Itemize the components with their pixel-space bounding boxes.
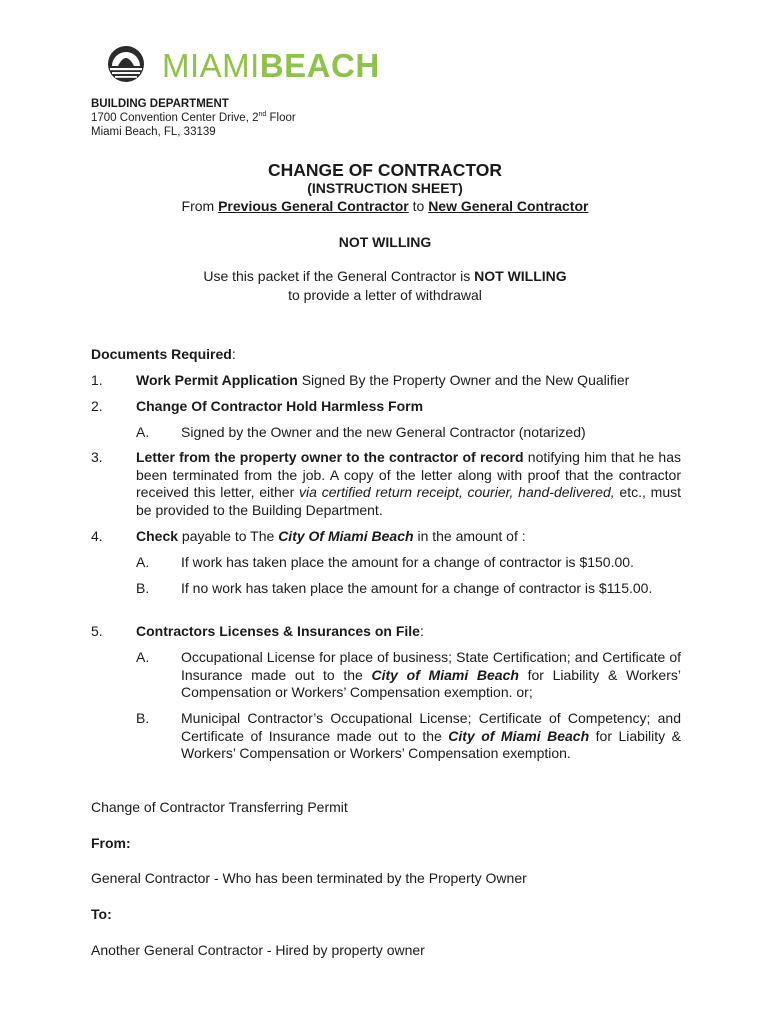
miami-beach-seal-icon <box>106 44 146 84</box>
page-subtitle: (INSTRUCTION SHEET) <box>307 180 463 196</box>
department-name: BUILDING DEPARTMENT <box>91 98 229 110</box>
city-address: Miami Beach, FL, 33139 <box>91 126 216 138</box>
document-page: MIAMIBEACH BUILDING DEPARTMENT 1700 Convention Center Drive, 2nd Floor Miami Beach, FL, 33139 CHANGE OF CONTRACTOR (INSTRUCTION SHEET) From Previous General Contractor to New General Contractor NOT WILLING Use this packet if the General Contractor is NOT WILLING to provide a letter of withdrawal Documents Required: 1. Work Permit Application Signed By the Property Owner and the New Qualifier 2. Change Of Contractor Hold Harmless Form A. Signed by the Owner and the new General Contractor (notarized) 3. Letter from the property owner to the contractor of record notifying him that he has been terminated from the job. A copy of the letter along with proof that the contractor received this letter, either via certified return receipt, courier, hand-delivered, etc., must be provided to the Building Department. 4. Check payable to The City Of Miami Beach in the amount of : A. If work has taken place the amount for a change of contractor is $150.00. B. If no work has taken place the amount for a change of contractor is $115.00. 5. Contractors Licenses & Insurances on File: A. Occupational License for place of business; State Certification; and Certificate of Insurance made out to the City of Miami Beach for Liability & Workers’ Compensation or Workers’ Compensation exemption. or; B. Municipal Contractor’s Occupational License; Certificate of Competency; and Certificate of Insurance made out to the City of Miami Beach for Liability & Workers’ Compensation or Workers’ Compensation exemption. Change of Contractor Transferring Permit From: General Contractor - Who has been terminated by the Property Owner To: Another General Contractor - Hired by property owner <box>0 0 770 1024</box>
from-text: General Contractor - Who has been terminated by the Property Owner <box>91 870 527 886</box>
logo-wordmark: MIAMIBEACH <box>162 47 380 84</box>
usage-line-2: to provide a letter of withdrawal <box>288 287 482 303</box>
page-title: CHANGE OF CONTRACTOR <box>268 160 502 180</box>
documents-heading: Documents Required: <box>91 346 236 362</box>
from-to-line: From Previous General Contractor to New General Contractor <box>181 198 589 214</box>
usage-line-1: Use this packet if the General Contractor is NOT WILLING <box>203 268 567 284</box>
not-willing-heading: NOT WILLING <box>338 234 432 250</box>
to-label: To: <box>91 906 112 922</box>
department-address <box>91 97 296 139</box>
to-text: Another General Contractor - Hired by property owner <box>91 942 425 958</box>
transfer-intro: Change of Contractor Transferring Permit <box>91 799 348 815</box>
from-label: From: <box>91 835 131 851</box>
street-address: 1700 Convention Center Drive, 2nd Floor <box>91 111 296 124</box>
